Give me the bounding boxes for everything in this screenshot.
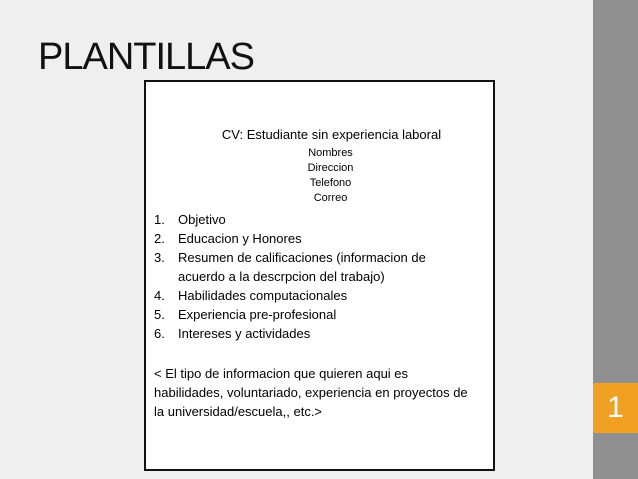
list-item: 3. Resumen de calificaciones (informacion de acuerdo a la descrpcion del trabajo) [154,250,426,284]
cv-section-list [154,210,474,343]
cv-line-telefono: Telefono [309,177,352,189]
cv-line-nombres: Nombres [308,147,353,159]
cv-header [146,126,493,206]
cv-line-correo: Correo [313,192,348,204]
list-item: 6. Intereses y actividades [154,326,311,341]
cv-contact-lines [146,146,493,206]
list-item: 5. Experiencia pre-profesional [154,307,337,322]
list-item: 4. Habilidades computacionales [154,288,348,303]
list-item: 2. Educacion y Honores [154,231,302,246]
slide-title: PLANTILLAS [38,36,254,78]
cv-note: < El tipo de informacion que quieren aqui es habilidades, voluntariado, experiencia en proyectos de la universidad/escuela,, etc.> [154,366,468,419]
list-item: 1. Objetivo [154,212,226,227]
cv-title: CV: Estudiante sin experiencia laboral [221,127,442,142]
cv-line-direccion: Direccion [307,162,354,174]
page-number-badge: 1 [593,383,638,433]
cv-template-box [144,80,495,471]
